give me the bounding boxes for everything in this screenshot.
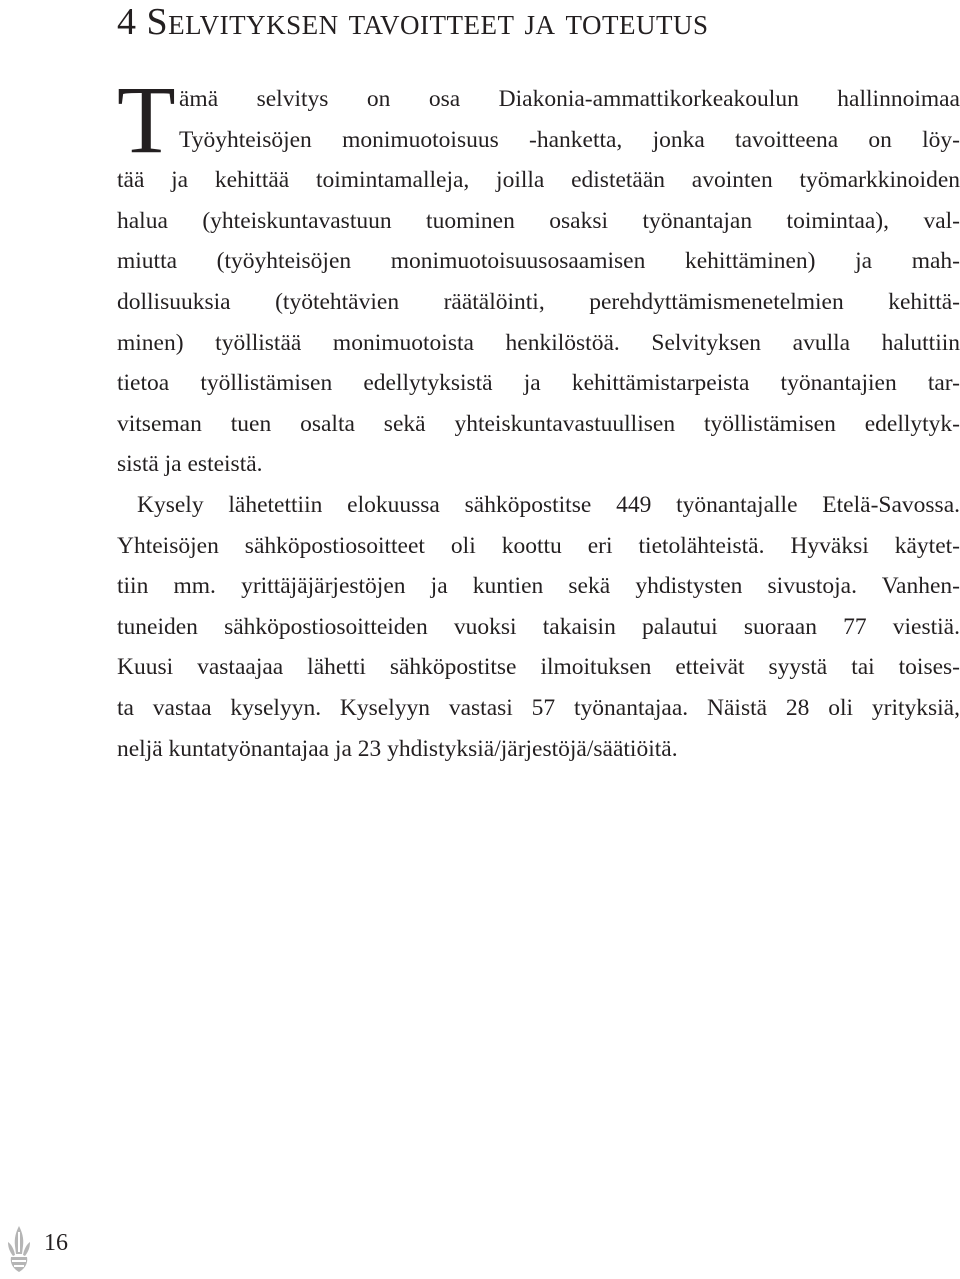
text-line: dollisuuksia (työtehtävien räätälöinti, perehdyttämismenetelmien kehittä- <box>117 288 960 315</box>
hand-mark-icon <box>2 1224 36 1274</box>
chapter-title-word: ja <box>524 1 556 43</box>
chapter-title-word: Selvityksen <box>146 1 339 43</box>
text-line: Kysely lähetettiin elokuussa sähköpostitse 449 työnantajalle Etelä-Savossa. <box>137 491 960 518</box>
text-line: ämä selvitys on osa Diakonia-ammattikorkeakoulun hallinnoimaa <box>179 86 960 112</box>
text-line: Yhteisöjen sähköpostiosoitteet oli koottu eri tietolähteistä. Hyväksi käytet- <box>117 532 960 559</box>
chapter-title-word: tavoitteet <box>348 1 515 43</box>
drop-cap: T <box>117 66 176 173</box>
text-line: neljä kuntatyönantajaa ja 23 yhdistyksiä/järjestöjä/säätiöitä. <box>117 735 678 762</box>
body-text <box>117 66 960 769</box>
text-line: tiin mm. yrittäjäjärjestöjen ja kuntien sekä yhdistysten sivustoja. Vanhen- <box>117 573 960 600</box>
text-line: ta vastaa kyselyyn. Kyselyyn vastasi 57 työnantajaa. Näistä 28 oli yrityksiä, <box>117 694 960 721</box>
text-line: sistä ja esteistä. <box>117 451 263 478</box>
text-line: tietoa työllistämisen edellytyksistä ja kehittämistarpeista työnantajien tar- <box>117 370 960 397</box>
chapter-heading <box>117 0 708 44</box>
text-line: halua (yhteiskuntavastuun tuominen osaksi työnantajan toimintaa), val- <box>117 207 960 234</box>
chapter-title-word: toteutus <box>565 1 709 43</box>
text-line: miutta (työyhteisöjen monimuotoisuusosaamisen kehittäminen) ja mah- <box>117 248 960 275</box>
text-line: minen) työllistää monimuotoista henkilöstöä. Selvityksen avulla haluttiin <box>117 329 960 356</box>
text-line: Työyhteisöjen monimuotoisuus -hanketta, jonka tavoitteena on löy- <box>179 126 960 153</box>
chapter-number: 4 <box>117 1 137 43</box>
text-line: tää ja kehittää toimintamalleja, joilla edistetään avointen työmarkkinoiden <box>117 167 960 194</box>
page-number: 16 <box>44 1230 68 1256</box>
text-line: tuneiden sähköpostiosoitteiden vuoksi takaisin palautui suoraan 77 viestiä. <box>117 613 960 640</box>
text-line: Kuusi vastaajaa lähetti sähköpostitse ilmoituksen etteivät syystä tai toises- <box>117 654 960 681</box>
text-line: vitseman tuen osalta sekä yhteiskuntavastuullisen työllistämisen edellytyk- <box>117 410 960 437</box>
